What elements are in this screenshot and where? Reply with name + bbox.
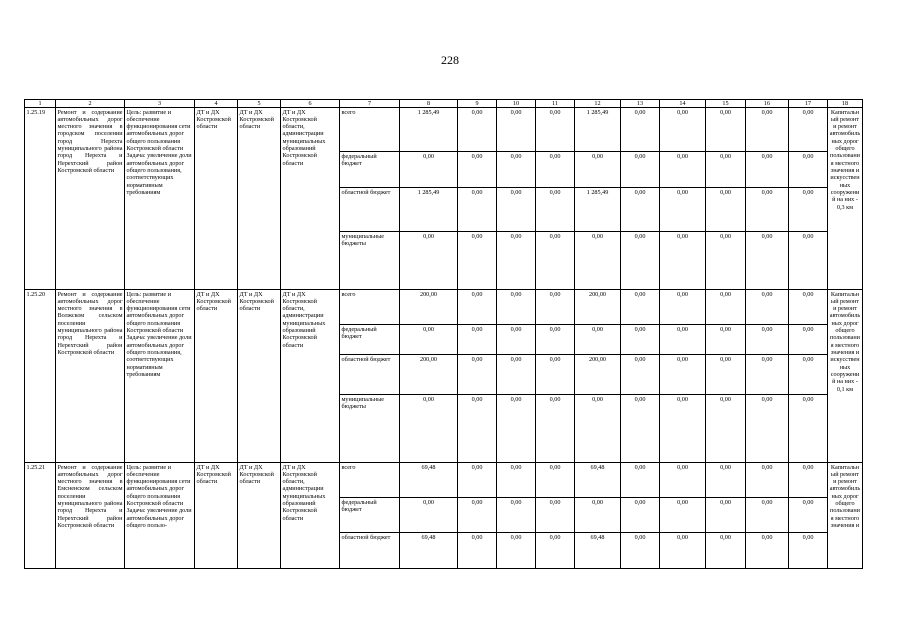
funding-source: всего	[340, 463, 400, 498]
amount-cell: 0,00	[746, 355, 789, 395]
amount-cell: 0,00	[497, 325, 536, 355]
amount-cell: 0,00	[497, 355, 536, 395]
amount-cell: 0,00	[789, 395, 828, 463]
amount-cell: 0,00	[706, 152, 746, 188]
amount-cell: 0,00	[621, 152, 660, 188]
co-executor: ДТ и ДХ Костромской области	[238, 108, 281, 290]
item-name: Ремонт и содержание автомобильных дорог местного значения в Емсненском сельском поселении муниципального района город Нерехта и Нерехтский район Костромской области	[56, 463, 125, 569]
funding-source: областной бюджет	[340, 355, 400, 395]
amount-cell: 200,00	[400, 290, 458, 325]
expected-result: Капитальный ремонт и ремонт автомобильных дорог общего пользования местного значения и искусственных сооружений на них - 0,1 км	[828, 290, 863, 463]
amount-cell: 0,00	[497, 395, 536, 463]
amount-cell: 0,00	[575, 152, 621, 188]
header-cell: 9	[458, 100, 497, 108]
amount-cell: 0,00	[458, 108, 497, 152]
amount-cell: 0,00	[660, 463, 706, 498]
amount-cell: 0,00	[458, 290, 497, 325]
amount-cell: 0,00	[575, 232, 621, 290]
amount-cell: 0,00	[400, 232, 458, 290]
funding-source: областной бюджет	[340, 533, 400, 569]
amount-cell: 0,00	[660, 533, 706, 569]
item-number: 1.25.20	[25, 290, 56, 463]
amount-cell: 0,00	[621, 463, 660, 498]
header-cell: 1	[25, 100, 56, 108]
amount-cell: 0,00	[660, 325, 706, 355]
amount-cell: 0,00	[789, 463, 828, 498]
amount-cell: 0,00	[497, 290, 536, 325]
co-executor: ДТ и ДХ Костромской области	[238, 290, 281, 463]
amount-cell: 1 285,49	[400, 108, 458, 152]
funding-source: федеральный бюджет	[340, 498, 400, 533]
amount-cell: 0,00	[746, 290, 789, 325]
amount-cell: 0,00	[660, 188, 706, 232]
expected-result: Капитальный ремонт и ремонт автомобильных дорог общего пользования местного значения и искусственных сооружений на них - 0,3 км	[828, 108, 863, 290]
amount-cell: 0,00	[621, 232, 660, 290]
amount-cell: 0,00	[660, 152, 706, 188]
funding-source: муниципальные бюджеты	[340, 395, 400, 463]
amount-cell: 0,00	[621, 395, 660, 463]
amount-cell: 200,00	[400, 355, 458, 395]
amount-cell: 0,00	[575, 325, 621, 355]
amount-cell: 0,00	[789, 232, 828, 290]
amount-cell: 0,00	[497, 463, 536, 498]
expected-result: Капитальный ремонт и ремонт автомобильных дорог общего пользования местного значения и	[828, 463, 863, 569]
amount-cell: 0,00	[746, 325, 789, 355]
amount-cell: 0,00	[660, 498, 706, 533]
amount-cell: 0,00	[536, 188, 575, 232]
funding-source: муниципальные бюджеты	[340, 232, 400, 290]
amount-cell: 0,00	[536, 355, 575, 395]
amount-cell: 0,00	[400, 152, 458, 188]
item-goal: Цель: развитие и обеспечение функционирования сети автомобильных дорог общего пользования Костромской области Задача: увеличение доли автомобильных дорог общего пользования, соответствующих нормативным требованиям	[125, 108, 195, 290]
amount-cell: 0,00	[706, 290, 746, 325]
table-row	[25, 290, 863, 325]
header-cell: 15	[706, 100, 746, 108]
amount-cell: 69,48	[400, 533, 458, 569]
amount-cell: 0,00	[706, 108, 746, 152]
amount-cell: 0,00	[621, 498, 660, 533]
amount-cell: 0,00	[660, 395, 706, 463]
header-cell: 16	[746, 100, 789, 108]
header-cell: 8	[400, 100, 458, 108]
amount-cell: 69,48	[575, 463, 621, 498]
amount-cell: 0,00	[706, 355, 746, 395]
amount-cell: 0,00	[458, 533, 497, 569]
amount-cell: 0,00	[660, 290, 706, 325]
amount-cell: 0,00	[536, 232, 575, 290]
amount-cell: 0,00	[789, 290, 828, 325]
item-number: 1.25.21	[25, 463, 56, 569]
header-cell: 14	[660, 100, 706, 108]
amount-cell: 0,00	[746, 188, 789, 232]
amount-cell: 0,00	[621, 108, 660, 152]
amount-cell: 0,00	[536, 108, 575, 152]
amount-cell: 0,00	[621, 533, 660, 569]
amount-cell: 0,00	[458, 395, 497, 463]
amount-cell: 1 285,49	[400, 188, 458, 232]
amount-cell: 0,00	[746, 232, 789, 290]
amount-cell: 0,00	[706, 232, 746, 290]
table-row	[25, 463, 863, 498]
amount-cell: 200,00	[575, 290, 621, 325]
amount-cell: 0,00	[621, 325, 660, 355]
amount-cell: 0,00	[746, 152, 789, 188]
amount-cell: 0,00	[458, 152, 497, 188]
amount-cell: 0,00	[497, 533, 536, 569]
amount-cell: 0,00	[621, 355, 660, 395]
funding-source: федеральный бюджет	[340, 152, 400, 188]
amount-cell: 0,00	[789, 108, 828, 152]
amount-cell: 0,00	[458, 325, 497, 355]
amount-cell: 0,00	[536, 152, 575, 188]
amount-cell: 0,00	[746, 395, 789, 463]
header-cell: 2	[56, 100, 125, 108]
header-cell: 10	[497, 100, 536, 108]
amount-cell: 0,00	[536, 498, 575, 533]
item-goal: Цель: развитие и обеспечение функционирования сети автомобильных дорог общего пользования Костромской области Задача: увеличение доли автомобильных дорог общего пользо-	[125, 463, 195, 569]
amount-cell: 0,00	[458, 463, 497, 498]
responsible-executor: ДТ и ДХ Костромской области	[195, 108, 238, 290]
amount-cell: 0,00	[497, 498, 536, 533]
funding-source: областной бюджет	[340, 188, 400, 232]
amount-cell: 0,00	[497, 108, 536, 152]
amount-cell: 0,00	[660, 355, 706, 395]
amount-cell: 69,48	[400, 463, 458, 498]
amount-cell: 0,00	[536, 533, 575, 569]
header-cell: 5	[238, 100, 281, 108]
co-executor: ДТ и ДХ Костромской области	[238, 463, 281, 569]
amount-cell: 0,00	[400, 325, 458, 355]
amount-cell: 0,00	[789, 533, 828, 569]
amount-cell: 0,00	[536, 395, 575, 463]
header-cell: 3	[125, 100, 195, 108]
amount-cell: 1 285,49	[575, 188, 621, 232]
amount-cell: 0,00	[400, 395, 458, 463]
amount-cell: 0,00	[536, 463, 575, 498]
amount-cell: 0,00	[789, 325, 828, 355]
amount-cell: 0,00	[660, 232, 706, 290]
responsible-executor: ДТ и ДХ Костромской области	[195, 290, 238, 463]
amount-cell: 0,00	[458, 232, 497, 290]
amount-cell: 0,00	[746, 108, 789, 152]
amount-cell: 69,48	[575, 533, 621, 569]
amount-cell: 0,00	[789, 498, 828, 533]
amount-cell: 0,00	[746, 498, 789, 533]
amount-cell: 0,00	[706, 188, 746, 232]
amount-cell: 0,00	[621, 188, 660, 232]
item-goal: Цель: развитие и обеспечение функционирования сети автомобильных дорог общего пользования Костромской области Задача: увеличение доли автомобильных дорог общего пользования, соответствующих нормативным требованиям	[125, 290, 195, 463]
budget-table	[24, 99, 863, 569]
amount-cell: 0,00	[746, 463, 789, 498]
amount-cell: 0,00	[746, 533, 789, 569]
amount-cell: 0,00	[706, 498, 746, 533]
amount-cell: 0,00	[497, 232, 536, 290]
header-cell: 4	[195, 100, 238, 108]
item-name: Ремонт и содержание автомобильных дорог местного значения в городском поселении город Нерехта муниципального района город Нерехта и Нерехтский район Костромской области	[56, 108, 125, 290]
amount-cell: 0,00	[536, 325, 575, 355]
header-cell: 12	[575, 100, 621, 108]
header-cell: 18	[828, 100, 863, 108]
amount-cell: 0,00	[706, 463, 746, 498]
header-cell: 7	[340, 100, 400, 108]
amount-cell: 0,00	[497, 188, 536, 232]
header-cell: 11	[536, 100, 575, 108]
amount-cell: 0,00	[458, 188, 497, 232]
amount-cell: 1 285,49	[575, 108, 621, 152]
funding-source: всего	[340, 108, 400, 152]
responsible-executor: ДТ и ДХ Костромской области	[195, 463, 238, 569]
amount-cell: 0,00	[497, 152, 536, 188]
amount-cell: 0,00	[400, 498, 458, 533]
amount-cell: 0,00	[621, 290, 660, 325]
amount-cell: 200,00	[575, 355, 621, 395]
amount-cell: 0,00	[660, 108, 706, 152]
table-row	[25, 108, 863, 152]
amount-cell: 0,00	[458, 498, 497, 533]
header-cell: 6	[281, 100, 340, 108]
amount-cell: 0,00	[706, 395, 746, 463]
amount-cell: 0,00	[458, 355, 497, 395]
item-name: Ремонт и содержание автомобильных дорог местного значения в Волжском сельском поселении муниципального района город Нерехта и Нерехтский район Костромской области	[56, 290, 125, 463]
amount-cell: 0,00	[789, 152, 828, 188]
participants: ДТ и ДХ Костромской области, администрации муниципальных образований Костромской области	[281, 290, 340, 463]
amount-cell: 0,00	[536, 290, 575, 325]
header-cell: 17	[789, 100, 828, 108]
page-number: 228	[441, 53, 459, 67]
amount-cell: 0,00	[789, 188, 828, 232]
header-cell: 13	[621, 100, 660, 108]
amount-cell: 0,00	[706, 533, 746, 569]
participants: ДТ и ДХ Костромской области, администрации муниципальных образований Костромской области	[281, 463, 340, 569]
amount-cell: 0,00	[789, 355, 828, 395]
amount-cell: 0,00	[706, 325, 746, 355]
header-row	[25, 100, 863, 108]
participants: ДТ и ДХ Костромской области, администрации муниципальных образований Костромской области	[281, 108, 340, 290]
funding-source: федеральный бюджет	[340, 325, 400, 355]
amount-cell: 0,00	[575, 395, 621, 463]
item-number: 1.25.19	[25, 108, 56, 290]
amount-cell: 0,00	[575, 498, 621, 533]
funding-source: всего	[340, 290, 400, 325]
